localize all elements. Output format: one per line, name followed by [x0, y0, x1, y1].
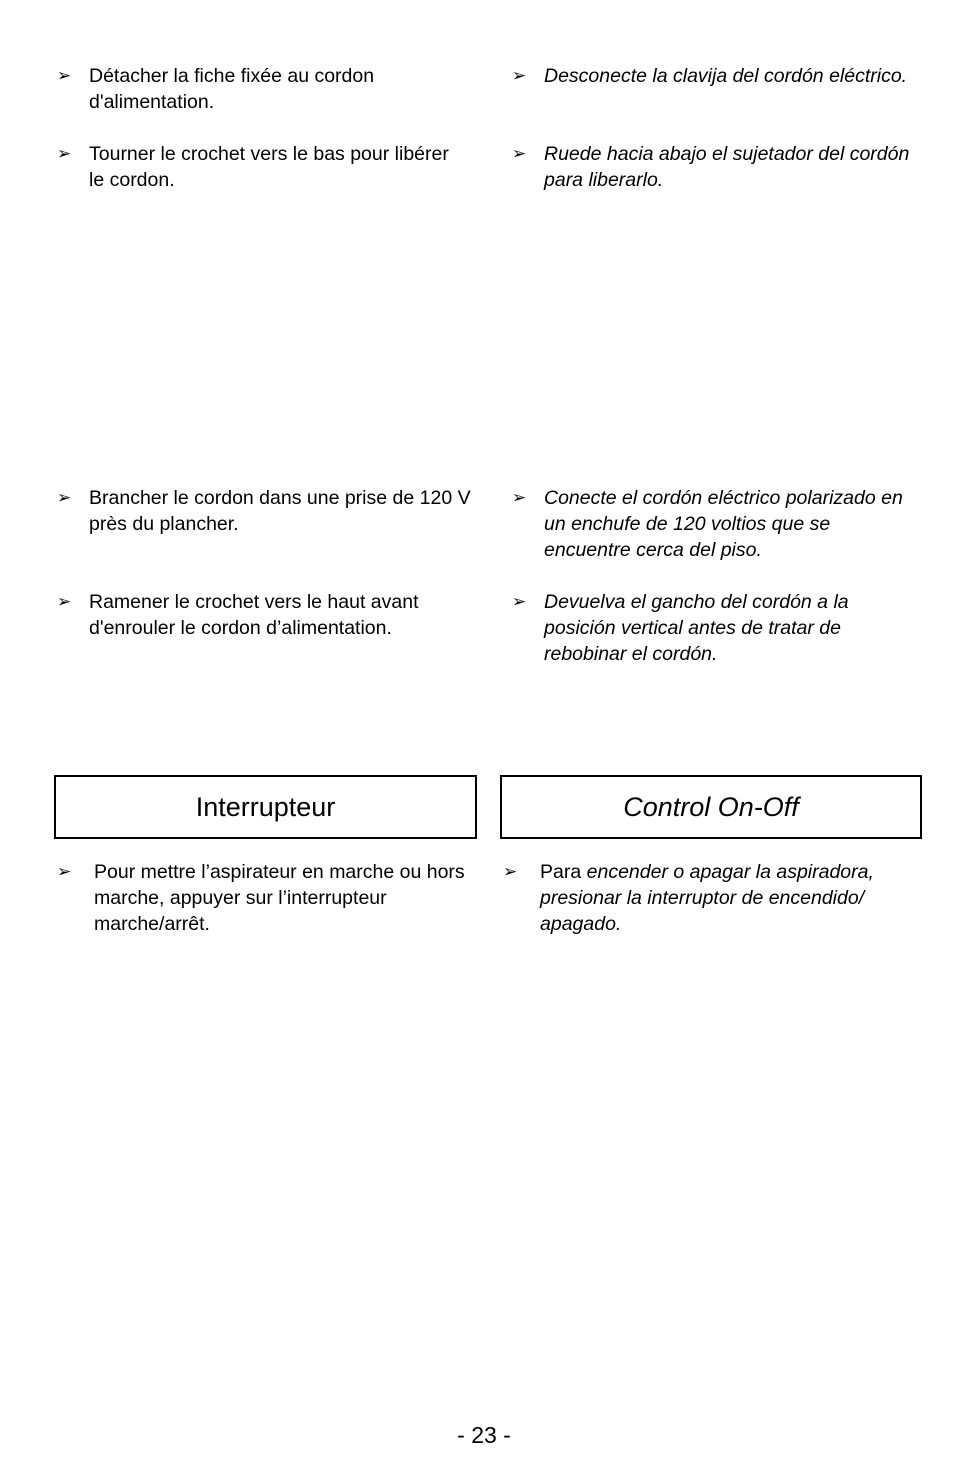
- instruction-text: Brancher le cordon dans une prise de 120 V près du plancher.: [89, 487, 471, 535]
- bullet-arrow-icon: ➢: [503, 862, 518, 882]
- fr-instruction-4: [57, 589, 477, 641]
- page-number: - 23 -: [457, 1422, 511, 1448]
- bullet-arrow-icon: ➢: [512, 592, 527, 612]
- instruction-text: Desconecte la clavija del cordón eléctrico.: [544, 65, 908, 87]
- bullet-arrow-icon: ➢: [57, 66, 72, 86]
- instruction-italic-text: encender o apagar la aspiradora, presionar la interruptor de encendido/ apagado.: [540, 861, 874, 935]
- instruction-text: Devuelva el gancho del cordón a la posición vertical antes de tratar de rebobinar el cordón.: [544, 591, 849, 665]
- bullet-arrow-icon: ➢: [512, 488, 527, 508]
- bullet-arrow-icon: ➢: [57, 488, 72, 508]
- es-instruction-2: [512, 141, 912, 193]
- instruction-lead-text: Para: [540, 861, 582, 883]
- es-instruction-4: [512, 589, 902, 667]
- fr-section-title-interrupteur: Interrupteur: [54, 775, 477, 839]
- instruction-text: Conecte el cordón eléctrico polarizado en un enchufe de 120 voltios que se encuentre cerca del piso.: [544, 487, 903, 561]
- instruction-text: [540, 859, 923, 937]
- fr-instruction-3: [57, 485, 477, 537]
- fr-instruction-1: [57, 63, 457, 115]
- instruction-text: Ruede hacia abajo el sujetador del cordón para liberarlo.: [544, 143, 910, 191]
- es-instruction-3: [512, 485, 922, 563]
- instruction-text: Pour mettre l’aspirateur en marche ou hors marche, appuyer sur l’interrupteur marche/arrêt.: [94, 861, 465, 935]
- bullet-arrow-icon: ➢: [512, 144, 527, 164]
- es-instruction-1: [512, 63, 912, 89]
- bullet-arrow-icon: ➢: [57, 592, 72, 612]
- fr-instruction-2: [57, 141, 457, 193]
- fr-switch-instruction: [57, 859, 477, 937]
- instruction-text: Tourner le crochet vers le bas pour libérer le cordon.: [89, 143, 449, 191]
- bullet-arrow-icon: ➢: [512, 66, 527, 86]
- es-switch-instruction: [503, 859, 923, 937]
- es-section-title-control-on-off: Control On-Off: [500, 775, 922, 839]
- bullet-arrow-icon: ➢: [57, 862, 72, 882]
- instruction-text: Ramener le crochet vers le haut avant d'enrouler le cordon d’alimentation.: [89, 591, 419, 639]
- bullet-arrow-icon: ➢: [57, 144, 72, 164]
- instruction-text: Détacher la fiche fixée au cordon d'alimentation.: [89, 65, 375, 113]
